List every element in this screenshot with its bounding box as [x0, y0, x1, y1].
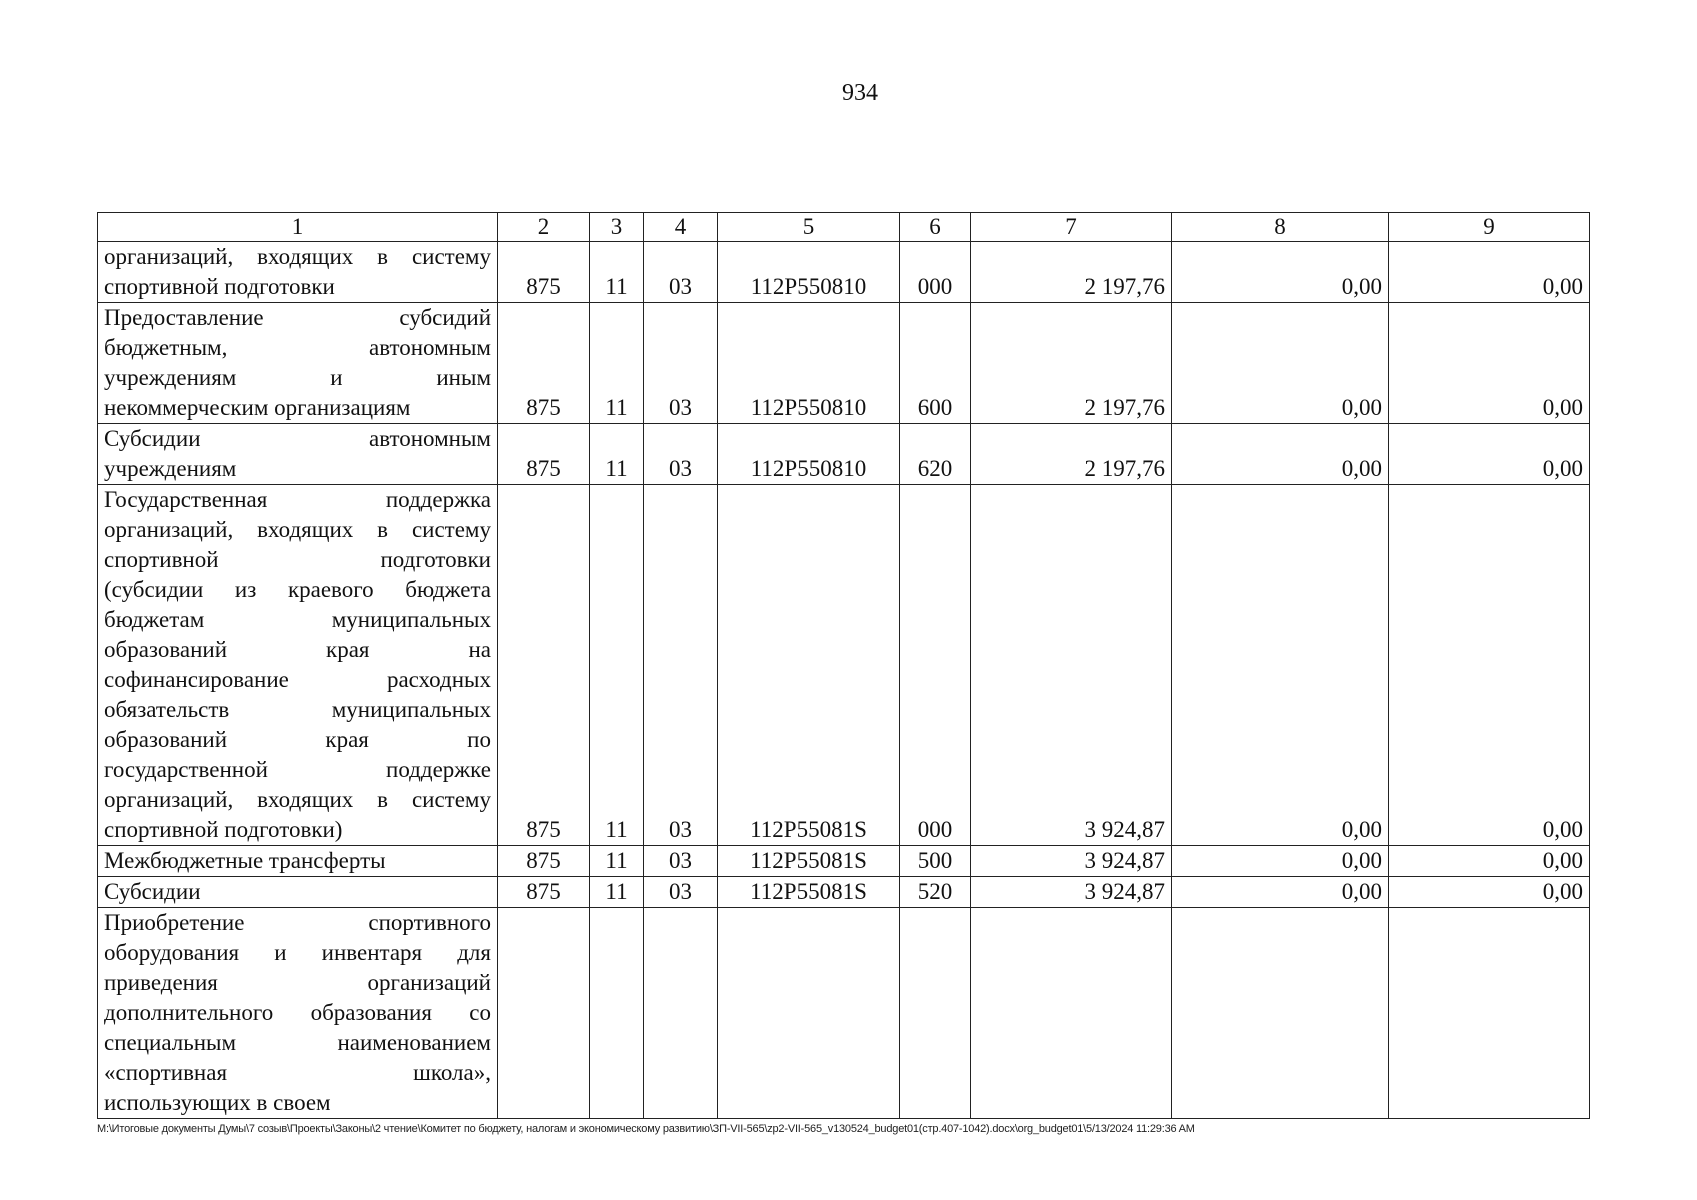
cell-amount-col8 [1172, 908, 1389, 1119]
cell-amount-col7: 3 924,87 [971, 877, 1172, 908]
cell-expense-type: 000 [900, 242, 971, 303]
cell-amount-col9: 0,00 [1389, 846, 1590, 877]
table-row [98, 303, 1590, 424]
cell-item-name [98, 877, 498, 908]
table-row [98, 485, 1590, 846]
cell-subsection: 03 [644, 877, 718, 908]
cell-amount-col8: 0,00 [1172, 485, 1389, 846]
cell-admin-code [498, 908, 590, 1119]
cell-section: 11 [590, 877, 644, 908]
table-row [98, 846, 1590, 877]
column-header-5: 5 [718, 213, 900, 242]
cell-amount-col8: 0,00 [1172, 424, 1389, 485]
cell-amount-col8: 0,00 [1172, 846, 1389, 877]
cell-amount-col9 [1389, 908, 1590, 1119]
cell-admin-code: 875 [498, 877, 590, 908]
cell-expense-type: 600 [900, 303, 971, 424]
cell-amount-col7: 2 197,76 [971, 242, 1172, 303]
cell-section [590, 908, 644, 1119]
cell-item-name [98, 303, 498, 424]
column-header-7: 7 [971, 213, 1172, 242]
cell-expense-type [900, 908, 971, 1119]
item-name-line: «спортивная школа», [104, 1060, 491, 1085]
column-header-1: 1 [98, 213, 498, 242]
item-name-line: обязательств муниципальных [104, 697, 491, 722]
column-header-8: 8 [1172, 213, 1389, 242]
item-name-line: организаций, входящих в систему [104, 244, 491, 269]
item-name-line: образований края на [104, 637, 491, 662]
cell-item-name [98, 846, 498, 877]
item-name-line: организаций, входящих в систему [104, 787, 491, 812]
cell-amount-col7 [971, 908, 1172, 1119]
table-row [98, 877, 1590, 908]
cell-admin-code: 875 [498, 242, 590, 303]
cell-amount-col9: 0,00 [1389, 424, 1590, 485]
cell-expense-type: 520 [900, 877, 971, 908]
table-row [98, 908, 1590, 1119]
cell-expense-type: 500 [900, 846, 971, 877]
cell-item-name [98, 485, 498, 846]
cell-section: 11 [590, 424, 644, 485]
cell-subsection: 03 [644, 424, 718, 485]
item-name-line: Приобретение спортивного [104, 910, 491, 935]
item-name-line: специальным наименованием [104, 1030, 491, 1055]
item-name-line: спортивной подготовки [104, 274, 335, 299]
cell-amount-col7: 2 197,76 [971, 303, 1172, 424]
item-name-line: бюджетам муниципальных [104, 607, 491, 632]
page-number: 934 [842, 80, 878, 106]
cell-amount-col9: 0,00 [1389, 303, 1590, 424]
cell-target-article: 112P550810 [718, 424, 900, 485]
item-name-line: образований края по [104, 727, 491, 752]
table-body [98, 213, 1590, 1119]
cell-admin-code: 875 [498, 424, 590, 485]
cell-item-name [98, 424, 498, 485]
item-name-line: Субсидии [104, 879, 201, 904]
cell-expense-type: 000 [900, 485, 971, 846]
cell-amount-col9: 0,00 [1389, 485, 1590, 846]
cell-target-article: 112P55081S [718, 485, 900, 846]
item-name-line: дополнительного образования со [104, 1000, 491, 1025]
cell-amount-col8: 0,00 [1172, 242, 1389, 303]
cell-subsection: 03 [644, 242, 718, 303]
column-header-2: 2 [498, 213, 590, 242]
item-name-line: использующих в своем [104, 1090, 331, 1115]
cell-amount-col7: 2 197,76 [971, 424, 1172, 485]
cell-target-article: 112P550810 [718, 303, 900, 424]
cell-amount-col9: 0,00 [1389, 242, 1590, 303]
item-name-line: некоммерческим организациям [104, 395, 411, 420]
cell-subsection: 03 [644, 303, 718, 424]
cell-section: 11 [590, 242, 644, 303]
cell-subsection [644, 908, 718, 1119]
table-row [98, 424, 1590, 485]
cell-target-article: 112P55081S [718, 846, 900, 877]
item-name-line: спортивной подготовки [104, 547, 491, 572]
cell-amount-col9: 0,00 [1389, 877, 1590, 908]
cell-amount-col8: 0,00 [1172, 877, 1389, 908]
item-name-line: Межбюджетные трансферты [104, 848, 386, 873]
item-name-line: спортивной подготовки) [104, 817, 343, 842]
cell-admin-code: 875 [498, 846, 590, 877]
cell-section: 11 [590, 485, 644, 846]
cell-subsection: 03 [644, 485, 718, 846]
item-name-line: учреждениям [104, 456, 237, 481]
cell-target-article [718, 908, 900, 1119]
item-name-line: учреждениям и иным [104, 365, 491, 390]
item-name-line: (субсидии из краевого бюджета [104, 577, 491, 602]
cell-section: 11 [590, 846, 644, 877]
cell-amount-col7: 3 924,87 [971, 485, 1172, 846]
column-header-9: 9 [1389, 213, 1590, 242]
item-name-line: софинансирование расходных [104, 667, 491, 692]
item-name-line: организаций, входящих в систему [104, 517, 491, 542]
cell-section: 11 [590, 303, 644, 424]
item-name-line: Государственная поддержка [104, 487, 491, 512]
cell-item-name [98, 242, 498, 303]
cell-amount-col7: 3 924,87 [971, 846, 1172, 877]
cell-amount-col8: 0,00 [1172, 303, 1389, 424]
item-name-line: бюджетным, автономным [104, 335, 491, 360]
cell-target-article: 112P550810 [718, 242, 900, 303]
item-name-line: Предоставление субсидий [104, 305, 491, 330]
cell-target-article: 112P55081S [718, 877, 900, 908]
cell-subsection: 03 [644, 846, 718, 877]
item-name-line: государственной поддержке [104, 757, 491, 782]
file-path-footer: M:\Итоговые документы Думы\7 созыв\Проекты\Законы\2 чтение\Комитет по бюджету, налогам и экономическому развитию\ЗП-VII-565\zp2-VII-565_v130524_budget01(стр.407-1042).docx\org_budget01\5/13/2024 11:29:36 AM [97, 1123, 1195, 1135]
column-header-3: 3 [590, 213, 644, 242]
column-header-6: 6 [900, 213, 971, 242]
item-name-line: оборудования и инвентаря для [104, 940, 491, 965]
cell-admin-code: 875 [498, 303, 590, 424]
table-row [98, 242, 1590, 303]
budget-table [97, 212, 1590, 1119]
cell-item-name [98, 908, 498, 1119]
cell-expense-type: 620 [900, 424, 971, 485]
item-name-line: приведения организаций [104, 970, 491, 995]
table-header-row [98, 213, 1590, 242]
cell-admin-code: 875 [498, 485, 590, 846]
item-name-line: Субсидии автономным [104, 426, 491, 451]
column-header-4: 4 [644, 213, 718, 242]
